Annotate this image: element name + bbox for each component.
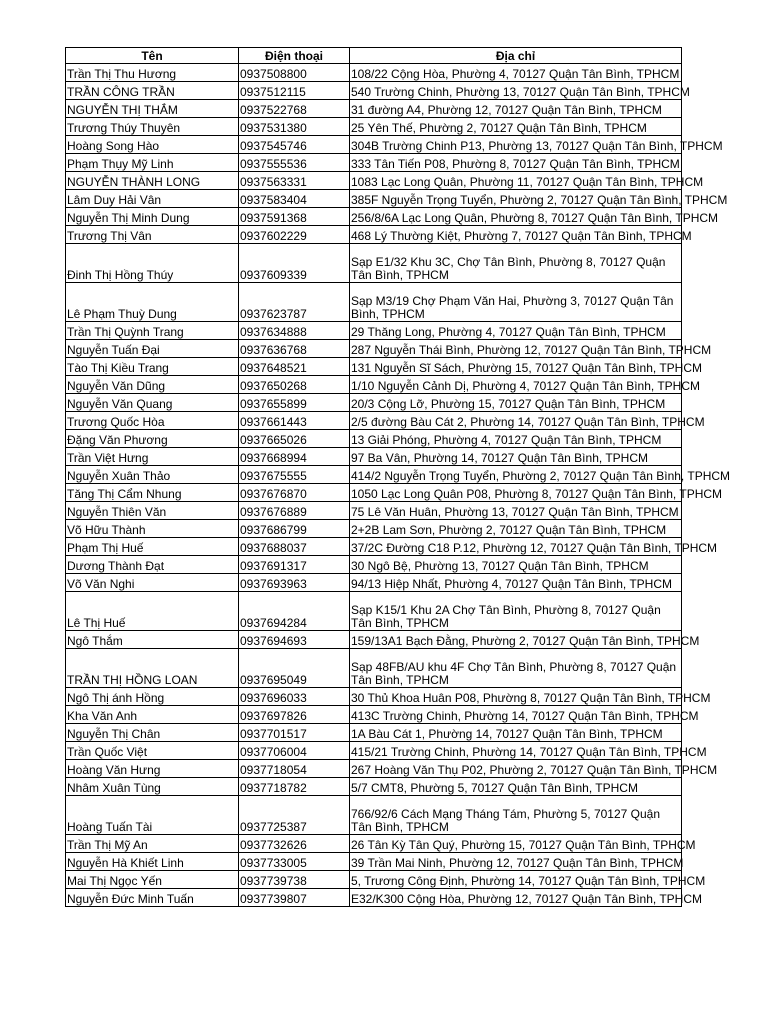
table-row — [66, 520, 682, 538]
cell-phone: 0937688037 — [239, 538, 350, 556]
cell-phone: 0937512115 — [239, 82, 350, 100]
cell-name: Tào Thị Kiều Trang — [66, 358, 239, 376]
cell-address: 468 Lý Thường Kiệt, Phường 7, 70127 Quận Tân Bình, TPHCM — [350, 226, 682, 244]
table-row — [66, 64, 682, 82]
table-row — [66, 706, 682, 724]
cell-phone: 0937636768 — [239, 340, 350, 358]
cell-name: Nguyễn Xuân Thảo — [66, 466, 239, 484]
cell-address: Sạp 48FB/AU khu 4F Chợ Tân Bình, Phường 8, 70127 Quận Tân Bình, TPHCM — [350, 649, 682, 688]
cell-phone: 0937739807 — [239, 889, 350, 907]
table-row — [66, 835, 682, 853]
cell-name: Nhâm Xuân Tùng — [66, 778, 239, 796]
table-row — [66, 412, 682, 430]
table-row — [66, 136, 682, 154]
table-row — [66, 742, 682, 760]
cell-address: 1050 Lạc Long Quân P08, Phường 8, 70127 Quận Tân Bình, TPHCM — [350, 484, 682, 502]
cell-name: Trần Thị Mỹ An — [66, 835, 239, 853]
table-row — [66, 358, 682, 376]
cell-address: 2+2B Lam Sơn, Phường 2, 70127 Quận Tân Bình, TPHCM — [350, 520, 682, 538]
cell-name: Đinh Thị Hồng Thúy — [66, 244, 239, 283]
cell-name: Ngô Thị ánh Hồng — [66, 688, 239, 706]
cell-address: 1083 Lạc Long Quân, Phường 11, 70127 Quận Tân Bình, TPHCM — [350, 172, 682, 190]
table-row — [66, 688, 682, 706]
cell-name: Trần Thị Thu Hương — [66, 64, 239, 82]
cell-address: 26 Tân Kỳ Tân Quý, Phường 15, 70127 Quận Tân Bình, TPHCM — [350, 835, 682, 853]
cell-name: Nguyễn Tuấn Đại — [66, 340, 239, 358]
cell-phone: 0937691317 — [239, 556, 350, 574]
cell-address: 267 Hoàng Văn Thụ P02, Phường 2, 70127 Quận Tân Bình, TPHCM — [350, 760, 682, 778]
cell-name: NGUYỄN THỊ THẮM — [66, 100, 239, 118]
cell-phone: 0937555536 — [239, 154, 350, 172]
table-row — [66, 118, 682, 136]
cell-name: Trương Quốc Hòa — [66, 412, 239, 430]
table-row — [66, 226, 682, 244]
cell-name: Đặng Văn Phương — [66, 430, 239, 448]
cell-phone: 0937706004 — [239, 742, 350, 760]
table-row — [66, 154, 682, 172]
cell-name: Hoàng Song Hào — [66, 136, 239, 154]
cell-name: Nguyễn Văn Dũng — [66, 376, 239, 394]
cell-phone: 0937665026 — [239, 430, 350, 448]
table-row — [66, 100, 682, 118]
cell-phone: 0937655899 — [239, 394, 350, 412]
cell-address: 414/2 Nguyễn Trọng Tuyển, Phường 2, 70127 Quận Tân Bình, TPHCM — [350, 466, 682, 484]
table-row — [66, 82, 682, 100]
cell-address: 2/5 đường Bàu Cát 2, Phường 14, 70127 Quận Tân Bình, TPHCM — [350, 412, 682, 430]
cell-phone: 0937661443 — [239, 412, 350, 430]
cell-phone: 0937634888 — [239, 322, 350, 340]
cell-name: Kha Văn Anh — [66, 706, 239, 724]
cell-name: NGUYỄN THÀNH LONG — [66, 172, 239, 190]
cell-name: Mai Thị Ngọc Yến — [66, 871, 239, 889]
cell-phone: 0937697826 — [239, 706, 350, 724]
table-row — [66, 394, 682, 412]
cell-address: 131 Nguyễn Sĩ Sách, Phường 15, 70127 Quận Tân Bình, TPHCM — [350, 358, 682, 376]
cell-name: Nguyễn Thiên Văn — [66, 502, 239, 520]
cell-phone: 0937508800 — [239, 64, 350, 82]
table-row — [66, 853, 682, 871]
table-row — [66, 631, 682, 649]
table-row — [66, 649, 682, 688]
cell-address: 108/22 Cộng Hòa, Phường 4, 70127 Quận Tân Bình, TPHCM — [350, 64, 682, 82]
cell-phone: 0937650268 — [239, 376, 350, 394]
table-row — [66, 556, 682, 574]
cell-address: 413C Trường Chinh, Phường 14, 70127 Quận Tân Bình, TPHCM — [350, 706, 682, 724]
cell-phone: 0937739738 — [239, 871, 350, 889]
cell-phone: 0937686799 — [239, 520, 350, 538]
table-row — [66, 484, 682, 502]
cell-phone: 0937668994 — [239, 448, 350, 466]
cell-address: 415/21 Trường Chinh, Phường 14, 70127 Quận Tân Bình, TPHCM — [350, 742, 682, 760]
table-row — [66, 340, 682, 358]
cell-address: 31 đường A4, Phường 12, 70127 Quận Tân Bình, TPHCM — [350, 100, 682, 118]
table-row — [66, 796, 682, 835]
cell-address: 30 Ngô Bệ, Phường 13, 70127 Quận Tân Bình, TPHCM — [350, 556, 682, 574]
cell-name: Trần Việt Hưng — [66, 448, 239, 466]
table-row — [66, 574, 682, 592]
cell-name: Nguyễn Đức Minh Tuấn — [66, 889, 239, 907]
cell-address: 256/8/6A Lạc Long Quân, Phường 8, 70127 Quận Tân Bình, TPHCM — [350, 208, 682, 226]
cell-phone: 0937648521 — [239, 358, 350, 376]
cell-name: Tăng Thị Cẩm Nhung — [66, 484, 239, 502]
cell-name: Nguyễn Thị Minh Dung — [66, 208, 239, 226]
cell-address: 94/13 Hiệp Nhất, Phường 4, 70127 Quận Tân Bình, TPHCM — [350, 574, 682, 592]
cell-address: 13 Giải Phóng, Phường 4, 70127 Quận Tân Bình, TPHCM — [350, 430, 682, 448]
cell-phone: 0937701517 — [239, 724, 350, 742]
cell-address: Sạp E1/32 Khu 3C, Chợ Tân Bình, Phường 8, 70127 Quận Tân Bình, TPHCM — [350, 244, 682, 283]
cell-name: Lê Phạm Thuỳ Dung — [66, 283, 239, 322]
cell-phone: 0937696033 — [239, 688, 350, 706]
cell-name: Trương Thúy Thuyên — [66, 118, 239, 136]
cell-phone: 0937694284 — [239, 592, 350, 631]
cell-name: Võ Hữu Thành — [66, 520, 239, 538]
cell-name: Nguyễn Hà Khiết Linh — [66, 853, 239, 871]
table-row — [66, 778, 682, 796]
contact-table — [65, 47, 731, 907]
cell-address: 20/3 Cộng Lỡ, Phường 15, 70127 Quận Tân Bình, TPHCM — [350, 394, 682, 412]
cell-address: 75 Lê Văn Huân, Phường 13, 70127 Quận Tân Bình, TPHCM — [350, 502, 682, 520]
cell-address: Sạp K15/1 Khu 2A Chợ Tân Bình, Phường 8, 70127 Quận Tân Bình, TPHCM — [350, 592, 682, 631]
table-row — [66, 190, 682, 208]
cell-phone: 0937675555 — [239, 466, 350, 484]
cell-address: 97 Ba Vân, Phường 14, 70127 Quận Tân Bình, TPHCM — [350, 448, 682, 466]
cell-phone: 0937676870 — [239, 484, 350, 502]
cell-address: 304B Trường Chinh P13, Phường 13, 70127 Quận Tân Bình, TPHCM — [350, 136, 682, 154]
header-row — [66, 48, 682, 64]
cell-name: Nguyễn Văn Quang — [66, 394, 239, 412]
cell-phone: 0937725387 — [239, 796, 350, 835]
cell-address: Sạp M3/19 Chợ Phạm Văn Hai, Phường 3, 70127 Quận Tân Bình, TPHCM — [350, 283, 682, 322]
cell-address: 540 Trường Chinh, Phường 13, 70127 Quận Tân Bình, TPHCM — [350, 82, 682, 100]
cell-address: 5, Trương Công Định, Phường 14, 70127 Quận Tân Bình, TPHCM — [350, 871, 682, 889]
table-row — [66, 724, 682, 742]
cell-name: TRẦN CÔNG TRẦN — [66, 82, 239, 100]
cell-phone: 0937732626 — [239, 835, 350, 853]
cell-address: 159/13A1 Bạch Đằng, Phường 2, 70127 Quận Tân Bình, TPHCM — [350, 631, 682, 649]
cell-phone: 0937718782 — [239, 778, 350, 796]
cell-name: Lê Thị Huế — [66, 592, 239, 631]
cell-address: 287 Nguyễn Thái Bình, Phường 12, 70127 Quận Tân Bình, TPHCM — [350, 340, 682, 358]
table-row — [66, 448, 682, 466]
cell-phone: 0937545746 — [239, 136, 350, 154]
cell-name: Trương Thị Vân — [66, 226, 239, 244]
header-address: Địa chỉ — [350, 48, 682, 64]
cell-phone: 0937602229 — [239, 226, 350, 244]
cell-address: 25 Yên Thế, Phường 2, 70127 Quận Tân Bình, TPHCM — [350, 118, 682, 136]
cell-phone: 0937531380 — [239, 118, 350, 136]
cell-name: TRẦN THỊ HỒNG LOAN — [66, 649, 239, 688]
cell-address: 333 Tân Tiến P08, Phường 8, 70127 Quận Tân Bình, TPHCM — [350, 154, 682, 172]
table-row — [66, 592, 682, 631]
cell-address: 1/10 Nguyễn Cảnh Dị, Phường 4, 70127 Quận Tân Bình, TPHCM — [350, 376, 682, 394]
cell-phone: 0937583404 — [239, 190, 350, 208]
table-row — [66, 538, 682, 556]
cell-phone: 0937522768 — [239, 100, 350, 118]
header-phone: Điện thoại — [239, 48, 350, 64]
cell-name: Hoàng Văn Hưng — [66, 760, 239, 778]
cell-name: Phạm Thụy Mỹ Linh — [66, 154, 239, 172]
cell-name: Dương Thành Đạt — [66, 556, 239, 574]
table-row — [66, 208, 682, 226]
cell-name: Nguyễn Thị Chân — [66, 724, 239, 742]
cell-phone: 0937591368 — [239, 208, 350, 226]
table-row — [66, 760, 682, 778]
table-row — [66, 502, 682, 520]
cell-phone: 0937676889 — [239, 502, 350, 520]
cell-phone: 0937694693 — [239, 631, 350, 649]
table-row — [66, 466, 682, 484]
cell-address: 1A Bàu Cát 1, Phường 14, 70127 Quận Tân Bình, TPHCM — [350, 724, 682, 742]
cell-name: Trần Quốc Việt — [66, 742, 239, 760]
cell-phone: 0937609339 — [239, 244, 350, 283]
cell-name: Võ Văn Nghi — [66, 574, 239, 592]
cell-name: Hoàng Tuấn Tài — [66, 796, 239, 835]
table-row — [66, 430, 682, 448]
table-row — [66, 283, 682, 322]
cell-name: Phạm Thị Huế — [66, 538, 239, 556]
cell-phone: 0937623787 — [239, 283, 350, 322]
table-row — [66, 244, 682, 283]
table-row — [66, 871, 682, 889]
table-row — [66, 376, 682, 394]
cell-phone: 0937733005 — [239, 853, 350, 871]
cell-phone: 0937693963 — [239, 574, 350, 592]
cell-address: 39 Trần Mai Ninh, Phường 12, 70127 Quận Tân Bình, TPHCM — [350, 853, 682, 871]
header-name: Tên — [66, 48, 239, 64]
cell-address: 5/7 CMT8, Phường 5, 70127 Quận Tân Bình, TPHCM — [350, 778, 682, 796]
table-row — [66, 322, 682, 340]
cell-phone: 0937718054 — [239, 760, 350, 778]
cell-address: 30 Thủ Khoa Huân P08, Phường 8, 70127 Quận Tân Bình, TPHCM — [350, 688, 682, 706]
cell-address: 385F Nguyễn Trọng Tuyển, Phường 2, 70127 Quận Tân Bình, TPHCM — [350, 190, 682, 208]
cell-name: Trần Thị Quỳnh Trang — [66, 322, 239, 340]
cell-address: 37/2C Đường C18 P.12, Phường 12, 70127 Quận Tân Bình, TPHCM — [350, 538, 682, 556]
table-body — [66, 64, 731, 907]
table-row — [66, 172, 682, 190]
cell-address: 29 Thăng Long, Phường 4, 70127 Quận Tân Bình, TPHCM — [350, 322, 682, 340]
cell-name: Ngô Thắm — [66, 631, 239, 649]
cell-address: E32/K300 Cộng Hòa, Phường 12, 70127 Quận Tân Bình, TPHCM — [350, 889, 682, 907]
cell-address: 766/92/6 Cách Mạng Tháng Tám, Phường 5, 70127 Quận Tân Bình, TPHCM — [350, 796, 682, 835]
cell-phone: 0937695049 — [239, 649, 350, 688]
table-row — [66, 889, 682, 907]
cell-phone: 0937563331 — [239, 172, 350, 190]
cell-name: Lâm Duy Hải Vân — [66, 190, 239, 208]
